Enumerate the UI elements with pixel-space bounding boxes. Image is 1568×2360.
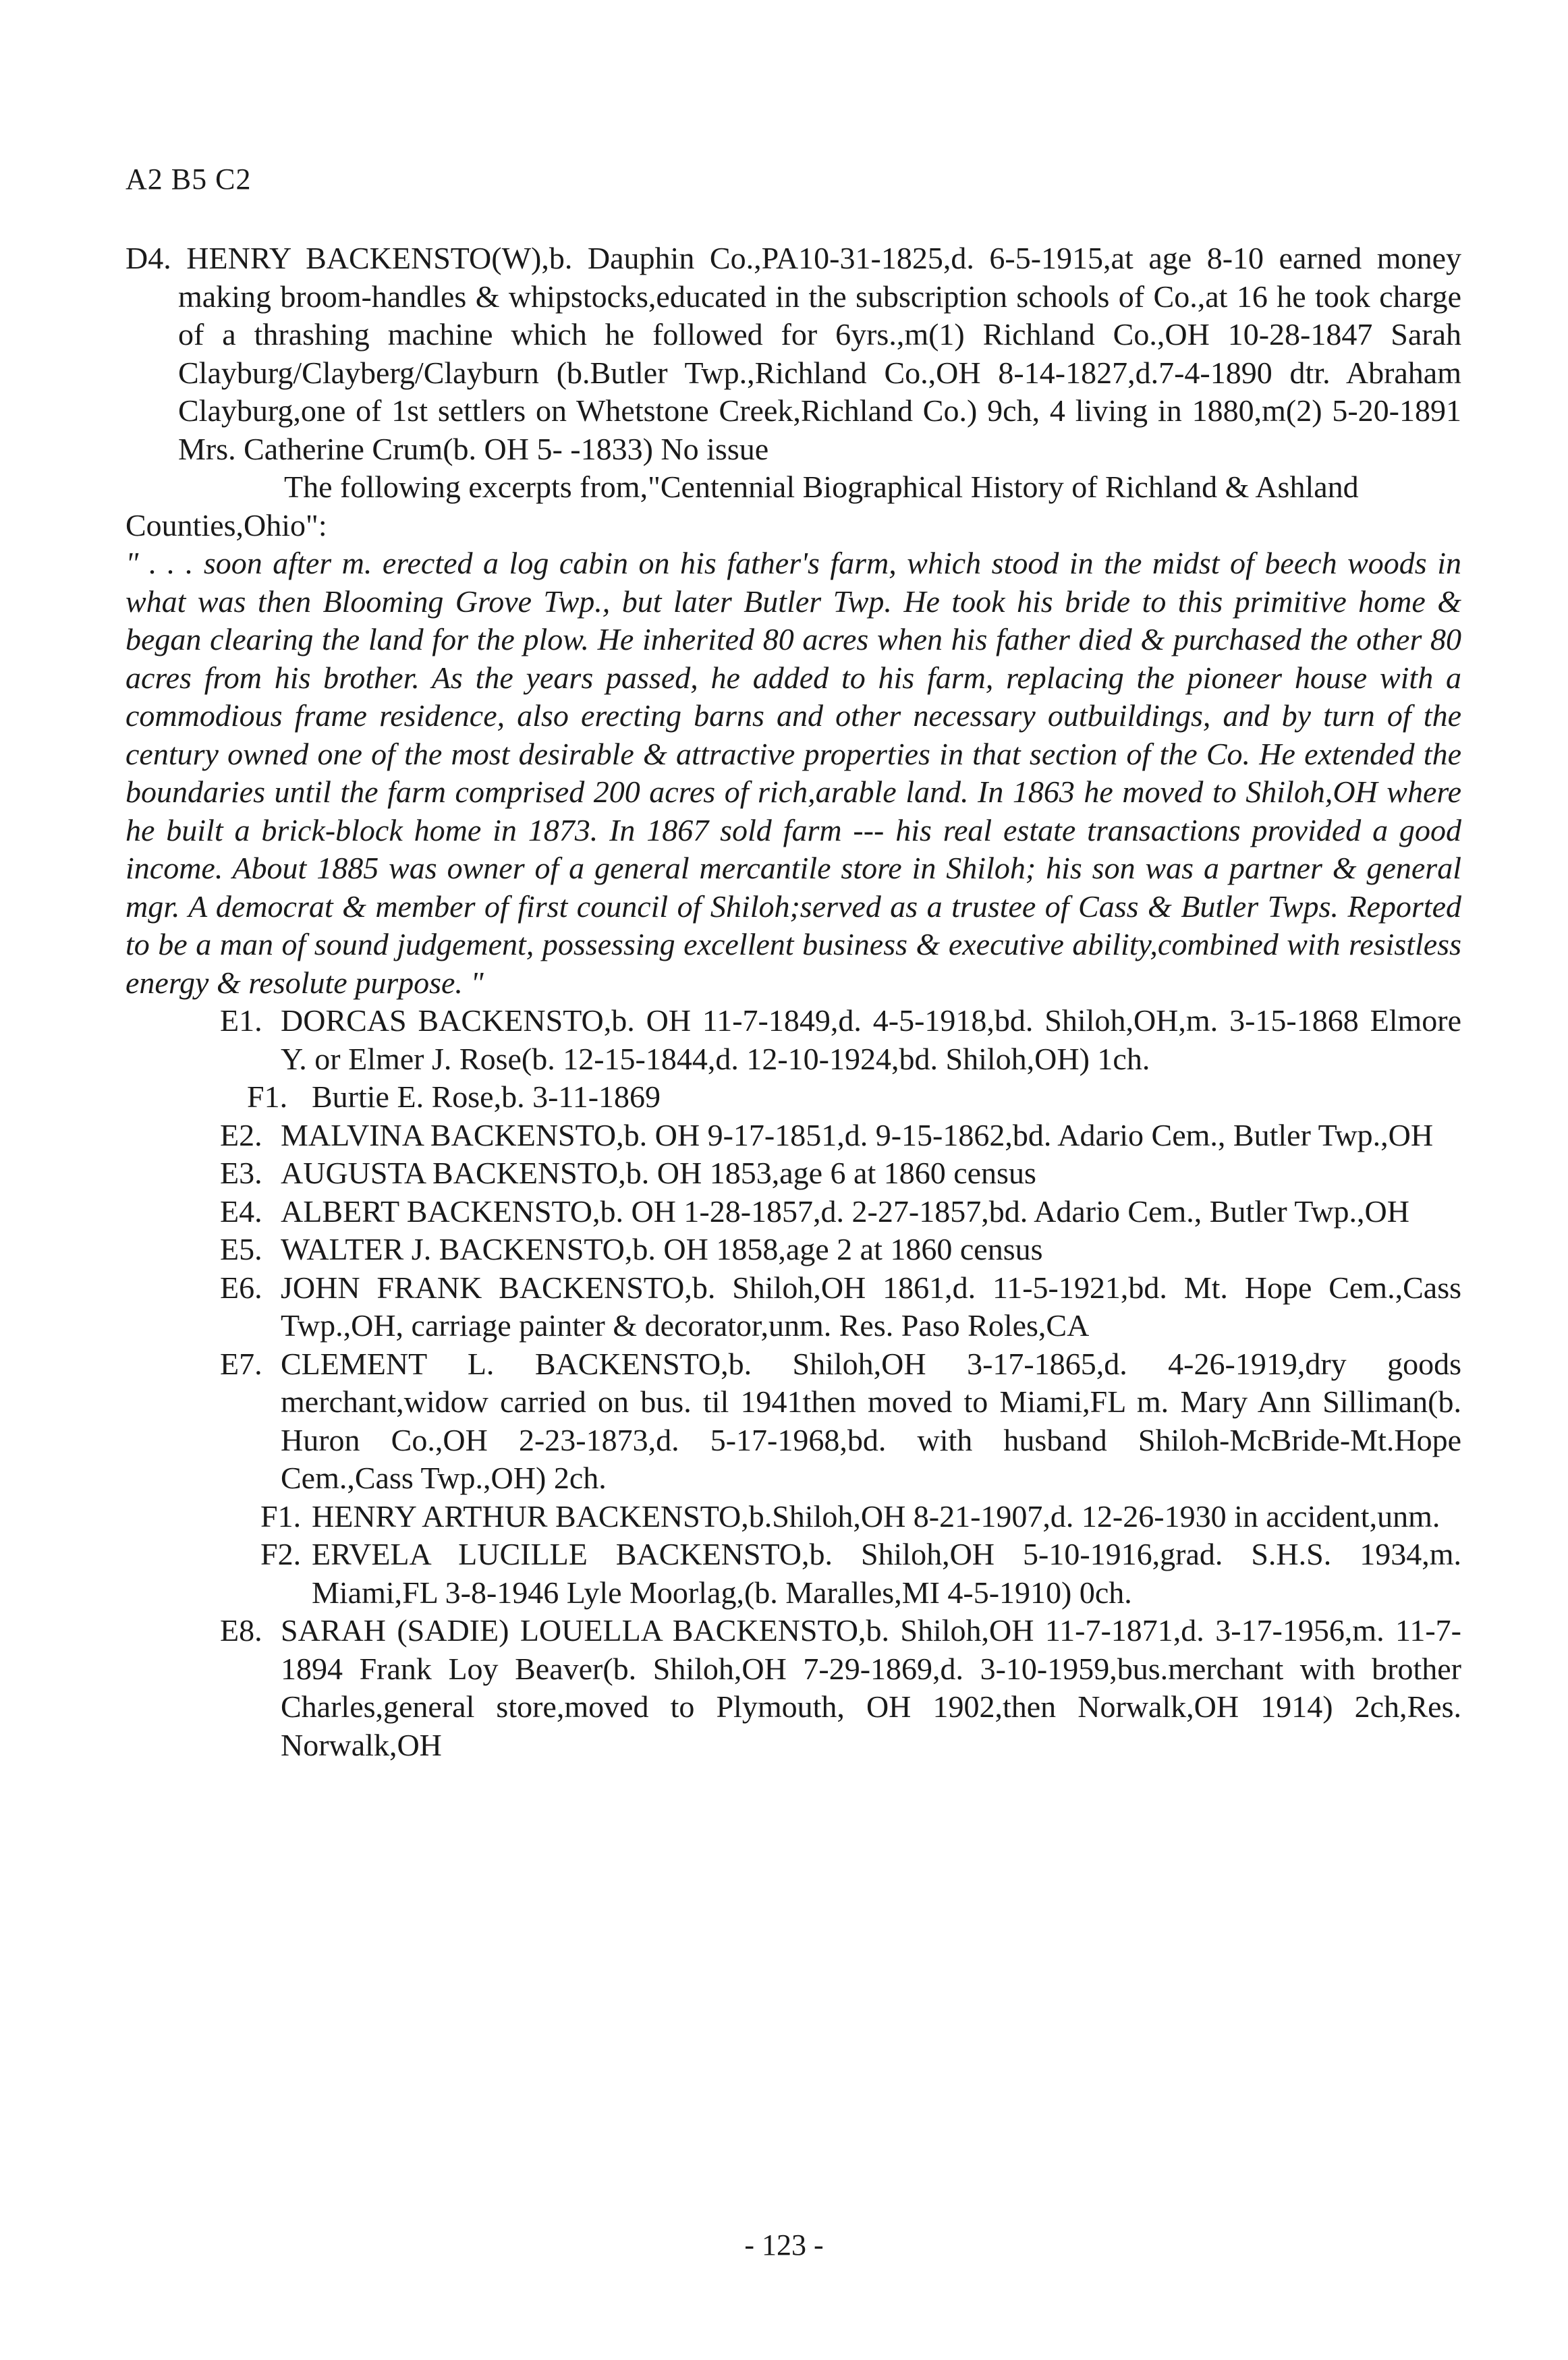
entry-text: MALVINA BACKENSTO,b. OH 9-17-1851,d. 9-15-1862,bd. Adario Cem., Butler Twp.,OH [281, 1117, 1434, 1152]
entry-text: WALTER J. BACKENSTO,b. OH 1858,age 2 at 1860 census [281, 1232, 1043, 1266]
descendant-entry: E4. ALBERT BACKENSTO,b. OH 1-28-1857,d. 2-27-1857,bd. Adario Cem., Butler Twp.,OH [220, 1193, 1461, 1231]
lineage-code: A2 B5 C2 [125, 163, 252, 196]
descendant-entry: F1. Burtie E. Rose,b. 3-11-1869 [247, 1078, 1461, 1117]
descendant-entry: E6. JOHN FRANK BACKENSTO,b. Shiloh,OH 1861,d. 11-5-1921,bd. Mt. Hope Cem.,Cass Twp.,OH, carriage painter & decorator,unm. Res. Paso Roles,CA [220, 1269, 1461, 1345]
page-number: - 123 - [744, 2228, 824, 2261]
descendant-entry: E3. AUGUSTA BACKENSTO,b. OH 1853,age 6 at 1860 census [220, 1154, 1461, 1193]
entry-text: Burtie E. Rose,b. 3-11-1869 [312, 1079, 661, 1114]
descendant-list [125, 1002, 1461, 1764]
entry-text: SARAH (SADIE) LOUELLA BACKENSTO,b. Shiloh,OH 11-7-1871,d. 3-17-1956,m. 11-7-1894 Frank Loy Beaver(b. Shiloh,OH 7-29-1869,d. 3-10-1959,bus.merchant with brother Charles,general store,moved to Plymouth, OH 1902,then Norwalk,OH 1914) 2ch,Res. Norwalk,OH [281, 1613, 1461, 1762]
descendant-entry: F2. ERVELA LUCILLE BACKENSTO,b. Shiloh,OH 5-10-1916,grad. S.H.S. 1934,m. Miami,FL 3-8-1946 Lyle Moorlag,(b. Maralles,MI 4-5-1910) 0ch. [260, 1536, 1461, 1612]
entry-text: ERVELA LUCILLE BACKENSTO,b. Shiloh,OH 5-10-1916,grad. S.H.S. 1934,m. Miami,FL 3-8-1946 Lyle Moorlag,(b. Maralles,MI 4-5-1910) 0ch. [312, 1537, 1461, 1610]
entry-text: DORCAS BACKENSTO,b. OH 11-7-1849,d. 4-5-1918,bd. Shiloh,OH,m. 3-15-1868 Elmore Y. or Elmer J. Rose(b. 12-15-1844,d. 12-10-1924,bd. Shiloh,OH) 1ch. [281, 1003, 1461, 1076]
entry-text: HENRY ARTHUR BACKENSTO,b.Shiloh,OH 8-21-1907,d. 12-26-1930 in accident,unm. [312, 1498, 1440, 1534]
descendant-entry: E5. WALTER J. BACKENSTO,b. OH 1858,age 2 at 1860 census [220, 1231, 1461, 1269]
biographical-quote: " . . . soon after m. erected a log cabin on his father's farm, which stood in the midst of beech woods in what was then Blooming Grove Twp., but later Butler Twp. He took his bride to this primitive home & began clearing the land for the plow. He inherited 80 acres when his father died & purchased the other 80 acres from his brother. As the years passed, he added to his farm, replacing the pioneer house with a commodious frame residence, also erecting barns and other necessary outbuildings, and by turn of the century owned one of the most desirable & attractive properties in that section of the Co. He extended the boundaries until the farm comprised 200 acres of rich,arable land. In 1863 he moved to Shiloh,OH where he built a brick-block home in 1873. In 1867 sold farm --- his real estate transactions provided a good income. About 1885 was owner of a general mercantile store in Shiloh; his son was a partner & general mgr. A democrat & member of first council of Shiloh;served as a trustee of Cass & Butler Twps. Reported to be a man of sound judgement, possessing excellent business & executive ability,combined with resistless energy & resolute purpose. " [125, 546, 1461, 1000]
entry-text: JOHN FRANK BACKENSTO,b. Shiloh,OH 1861,d. 11-5-1921,bd. Mt. Hope Cem.,Cass Twp.,OH, carriage painter & decorator,unm. Res. Paso Roles,CA [281, 1270, 1461, 1343]
entry-text: AUGUSTA BACKENSTO,b. OH 1853,age 6 at 1860 census [281, 1156, 1036, 1190]
document-body [125, 240, 1461, 1764]
entry-text: ALBERT BACKENSTO,b. OH 1-28-1857,d. 2-27-1857,bd. Adario Cem., Butler Twp.,OH [281, 1193, 1409, 1229]
excerpt-intro: The following excerpts from,"Centennial Biographical History of Richland & Ashland Counties,Ohio": [125, 470, 1359, 542]
entry-text: CLEMENT L. BACKENSTO,b. Shiloh,OH 3-17-1865,d. 4-26-1919,dry goods merchant,widow carried on bus. til 1941then moved to Miami,FL m. Mary Ann Silliman(b. Huron Co.,OH 2-23-1873,d. 5-17-1968,bd. with husband Shiloh-McBride-Mt.Hope Cem.,Cass Twp.,OH) 2ch. [281, 1346, 1461, 1495]
descendant-entry: E1. DORCAS BACKENSTO,b. OH 11-7-1849,d. 4-5-1918,bd. Shiloh,OH,m. 3-15-1868 Elmore Y. or Elmer J. Rose(b. 12-15-1844,d. 12-10-1924,bd. Shiloh,OH) 1ch. [220, 1002, 1461, 1078]
descendant-entry: F1. HENRY ARTHUR BACKENSTO,b.Shiloh,OH 8-21-1907,d. 12-26-1930 in accident,unm. [260, 1498, 1461, 1536]
descendant-entry: E7. CLEMENT L. BACKENSTO,b. Shiloh,OH 3-17-1865,d. 4-26-1919,dry goods merchant,widow carried on bus. til 1941then moved to Miami,FL m. Mary Ann Silliman(b. Huron Co.,OH 2-23-1873,d. 5-17-1968,bd. with husband Shiloh-McBride-Mt.Hope Cem.,Cass Twp.,OH) 2ch. [220, 1345, 1461, 1498]
descendant-entry: E2. MALVINA BACKENSTO,b. OH 9-17-1851,d. 9-15-1862,bd. Adario Cem., Butler Twp.,OH [220, 1117, 1461, 1155]
main-entry-d4: D4. HENRY BACKENSTO(W),b. Dauphin Co.,PA10-31-1825,d. 6-5-1915,at age 8-10 earned money making broom-handles & whipstocks,educated in the subscription schools of Co.,at 16 he took charge of a thrashing machine which he followed for 6yrs.,m(1) Richland Co.,OH 10-28-1847 Sarah Clayburg/Clayberg/Clayburn (b.Butler Twp.,Richland Co.,OH 8-14-1827,d.7-4-1890 dtr. Abraham Clayburg,one of 1st settlers on Whetstone Creek,Richland Co.) 9ch, 4 living in 1880,m(2) 5-20-1891 Mrs. Catherine Crum(b. OH 5- -1833) No issue [125, 241, 1461, 466]
descendant-entry: E8. SARAH (SADIE) LOUELLA BACKENSTO,b. Shiloh,OH 11-7-1871,d. 3-17-1956,m. 11-7-1894 Frank Loy Beaver(b. Shiloh,OH 7-29-1869,d. 3-10-1959,bus.merchant with brother Charles,general store,moved to Plymouth, OH 1902,then Norwalk,OH 1914) 2ch,Res. Norwalk,OH [220, 1612, 1461, 1764]
